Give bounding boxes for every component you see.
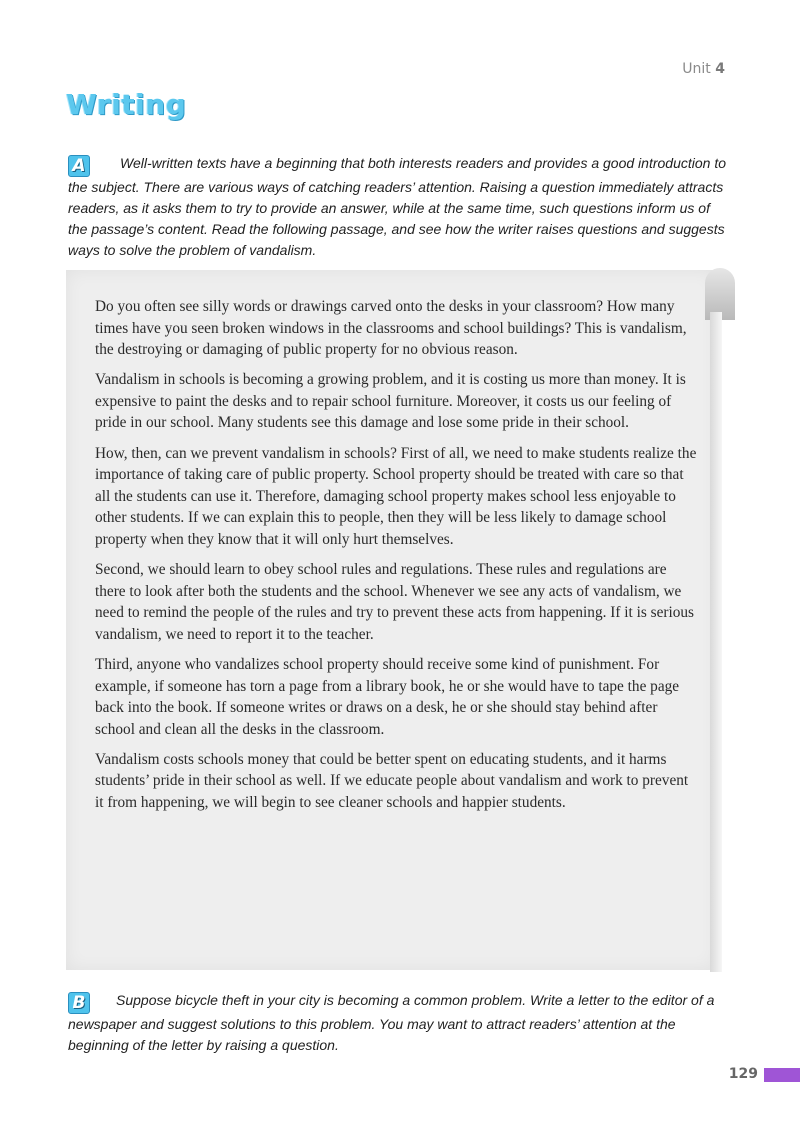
passage-paragraph-4: Second, we should learn to obey school rules and regulations. These rules and regulations are there to look after both the students and the school. Whenever we see any acts of vandalism, we need to remind the people of the rules and try to prevent these acts from happening. If it is serious vandalism, we need to report it to the teacher. [95, 561, 694, 643]
section-b-text: Suppose bicycle theft in your city is becoming a common problem. Write a letter to the editor of a newspaper and suggest solutions to this problem. You may want to attract readers’ attention at the beginning of the letter by raising a question. [68, 992, 715, 1053]
passage-paragraph-5: Third, anyone who vandalizes school property should receive some kind of punishment. For example, if someone has torn a page from a library book, he or she would have to tape the page back into the book. If someone writes or draws on a desk, he or she should stay behind after school and clean all the desks in the classroom. [95, 655, 680, 738]
passage-paragraph-2: Vandalism in schools is becoming a growing problem, and it is costing us more than money. It is expensive to paint the desks and to repair school furniture. Moreover, it costs us our feeling of pride in our school. Many students see this damage and lose some pride in their school. [95, 371, 686, 432]
section-b-instructions [68, 990, 728, 1056]
passage-paragraph-6: Vandalism costs schools money that could be better spent on educating students, and it harms students’ pride in their school as well. If we educate people about vandalism and work to prevent it from happening, we will begin to see cleaner schools and happier students. [95, 750, 689, 811]
page-number: 129 [728, 1066, 758, 1082]
section-a-instructions [68, 153, 728, 261]
unit-word: Unit [682, 61, 711, 77]
unit-number: 4 [715, 61, 725, 77]
unit-label [682, 61, 725, 77]
passage-paragraph-3: How, then, can we prevent vandalism in schools? First of all, we need to make students realize the importance of taking care of public property. School property should be treated with care so that all the students can use it. Therefore, damaging school property makes school less enjoyable to other students. If we can explain this to people, then they will be less likely to damage school property when they know that it will only hurt themselves. [95, 444, 697, 548]
section-b-badge: B [68, 992, 90, 1014]
section-a-text: Well-written texts have a beginning that both interests readers and provides a good introduction to the subject. There are various ways of catching readers’ attention. Raising a question immediately attracts readers, as it asks them to try to provide an answer, while at the same time, such questions inform us of the passage’s content. Read the following passage, and see how the writer raises questions and suggests ways to solve the problem of vandalism. [68, 155, 726, 258]
passage-text [95, 296, 700, 822]
section-title: Writing [66, 88, 187, 121]
passage-spine-decoration [710, 312, 722, 972]
section-a-badge: A [68, 155, 90, 177]
passage-paragraph-1: Do you often see silly words or drawings carved onto the desks in your classroom? How many times have you seen broken windows in the classrooms and school buildings? This is vandalism, the destroying or damaging of public property for no obvious reason. [95, 298, 687, 359]
page-accent-bar [764, 1068, 800, 1082]
